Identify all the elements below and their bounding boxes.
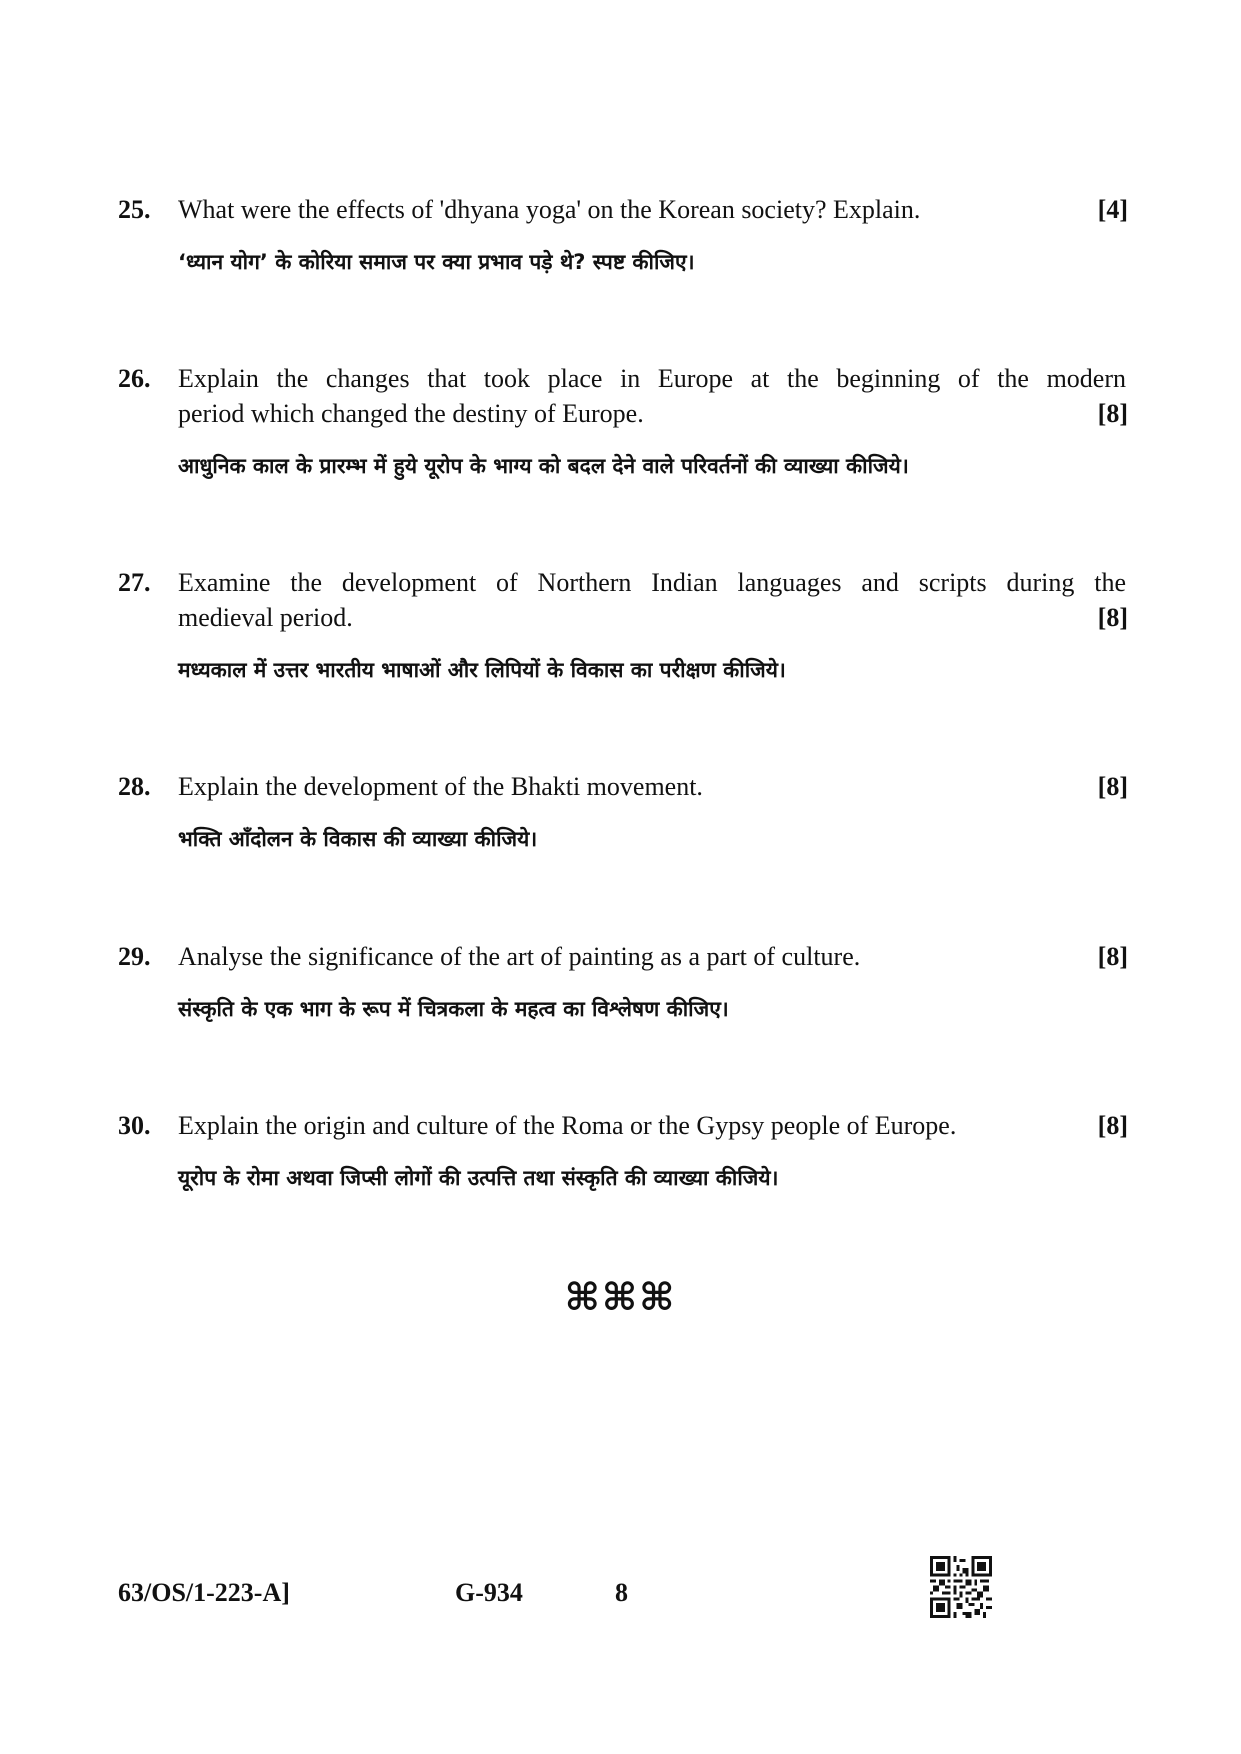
question-number: 26.	[118, 364, 151, 393]
question-marks: [8]	[1097, 399, 1128, 428]
question-hindi: भक्ति आँदोलन के विकास की व्याख्या कीजिये।	[178, 827, 538, 851]
question-number: 27.	[118, 568, 151, 597]
question-text-line-2: medieval period.	[178, 603, 353, 632]
question-text-line-1: Explain the changes that took place in Europe at the beginning of the modern	[178, 364, 1126, 393]
question-number: 30.	[118, 1111, 151, 1140]
question-hindi: संस्कृति के एक भाग के रूप में चित्रकला के महत्व का विश्लेषण कीजिए।	[178, 997, 729, 1021]
question-30	[118, 1108, 1128, 1193]
question-hindi: यूरोप के रोमा अथवा जिप्सी लोगों की उत्पत्ति तथा संस्कृति की व्याख्या कीजिये।	[178, 1166, 779, 1190]
question-marks: [8]	[1097, 942, 1128, 971]
question-marks: [4]	[1097, 195, 1128, 224]
question-28	[118, 769, 1128, 854]
question-text-line-2: period which changed the destiny of Europe.	[178, 399, 644, 428]
question-number: 25.	[118, 195, 151, 224]
question-number: 29.	[118, 942, 151, 971]
question-marks: [8]	[1097, 1111, 1128, 1140]
question-hindi: मध्यकाल में उत्तर भारतीय भाषाओं और लिपियों के विकास का परीक्षण कीजिये।	[178, 658, 786, 682]
question-25	[118, 192, 1128, 277]
question-number: 28.	[118, 772, 151, 801]
question-text: Explain the origin and culture of the Roma or the Gypsy people of Europe.	[178, 1111, 957, 1140]
footer-paper-code: 63/OS/1-223-A]	[118, 1578, 290, 1607]
question-26	[118, 361, 1128, 481]
footer-page-number: 8	[615, 1578, 628, 1607]
question-marks: [8]	[1097, 603, 1128, 632]
question-hindi: आधुनिक काल के प्रारम्भ में हुये यूरोप के भाग्य को बदल देने वाले परिवर्तनों की व्याख्या कीजिये।	[178, 454, 909, 478]
question-27	[118, 565, 1128, 685]
end-of-paper-mark: ⌘⌘⌘	[564, 1275, 677, 1319]
question-29	[118, 939, 1128, 1024]
question-text: Explain the development of the Bhakti movement.	[178, 772, 703, 801]
qr-code-icon	[930, 1556, 992, 1618]
question-text: Analyse the significance of the art of painting as a part of culture.	[178, 942, 861, 971]
question-marks: [8]	[1097, 772, 1128, 801]
question-text-line-1: Examine the development of Northern Indian languages and scripts during the	[178, 568, 1126, 597]
footer-series-code: G-934	[455, 1578, 523, 1607]
question-hindi: ‘ध्यान योग’ के कोरिया समाज पर क्या प्रभाव पड़े थे? स्पष्ट कीजिए।	[178, 250, 695, 274]
question-text: What were the effects of 'dhyana yoga' on the Korean society? Explain.	[178, 195, 921, 224]
